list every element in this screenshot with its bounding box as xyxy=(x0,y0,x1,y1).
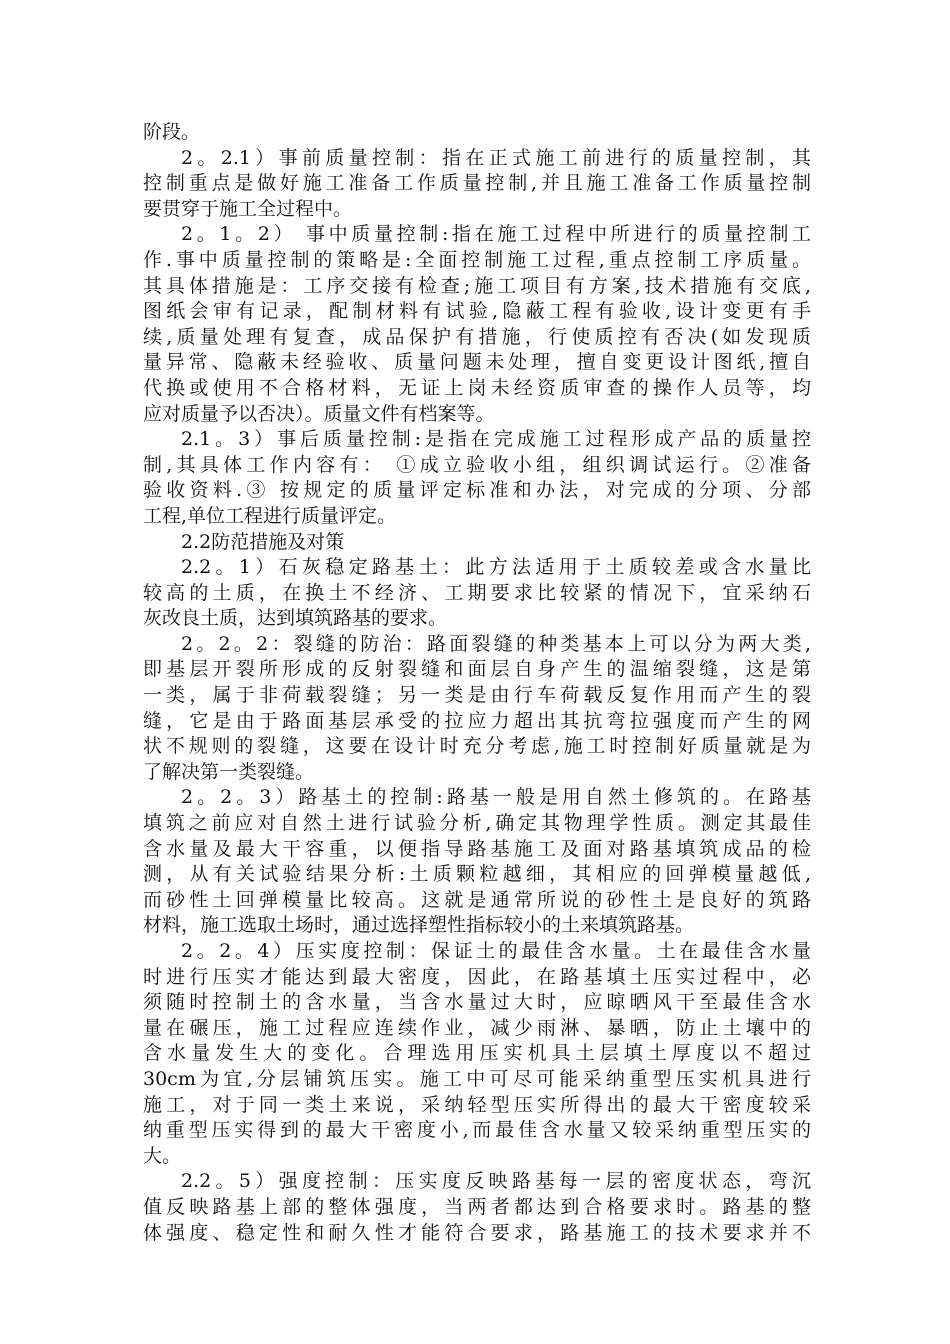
text-line: 含水量发生大的变化。合理选用压实机具土层填土厚度以不超过 xyxy=(143,1042,811,1065)
text-line: 阶段。 xyxy=(143,121,201,143)
text-line: 代换或使用不合格材料，无证上岗未经资质审查的操作人员等，均 xyxy=(143,376,811,399)
text-line: 2。1。2） 事中质量控制:指在施工过程中所进行的质量控制工 xyxy=(181,223,811,246)
text-line: 缝，它是由于路面基层承受的拉应力超出其抗弯拉强度而产生的网 xyxy=(143,709,811,732)
text-line: 30cm为宜,分层铺筑压实。施工中可尽可能采纳重型压实机具进行 xyxy=(143,1067,811,1090)
text-line: 2.1。3）事后质量控制:是指在完成施工过程形成产品的质量控 xyxy=(181,428,811,451)
text-line: 量在碾压，施工过程应连续作业，减少雨淋、暴晒，防止土壤中的 xyxy=(143,1016,811,1039)
text-line: 即基层开裂所形成的反射裂缝和面层自身产生的温缩裂缝，这是第 xyxy=(143,658,811,681)
text-line: 须随时控制土的含水量，当含水量过大时，应晾晒风干至最佳含水 xyxy=(143,991,811,1014)
text-line: 其具体措施是：工序交接有检查;施工项目有方案,技术措施有交底, xyxy=(143,274,811,297)
text-line: 2。2。2：裂缝的防治：路面裂缝的种类基本上可以分为两大类, xyxy=(181,632,811,655)
text-line: 2.2。1）石灰稳定路基土：此方法适用于土质较差或含水量比 xyxy=(181,556,811,579)
text-line: 体强度、稳定性和耐久性才能符合要求，路基施工的技术要求并不 xyxy=(143,1221,811,1244)
text-line: 较高的土质，在换土不经济、工期要求比较紧的情况下，宜采纳石 xyxy=(143,581,811,604)
text-line: 2。2.1）事前质量控制：指在正式施工前进行的质量控制，其 xyxy=(181,146,811,169)
text-line: 含水量及最大干容重，以便指导路基施工及面对路基填筑成品的检 xyxy=(143,837,811,860)
text-line: 作.事中质量控制的策略是:全面控制施工过程,重点控制工序质量。 xyxy=(143,248,811,271)
text-line: 续,质量处理有复查，成品保护有措施，行使质控有否决(如发现质 xyxy=(143,325,811,348)
document-body-text xyxy=(143,120,811,1246)
text-line: 验收资料.③ 按规定的质量评定标准和办法，对完成的分项、分部 xyxy=(143,479,811,502)
text-line: 测，从有关试验结果分析:土质颗粒越细，其相应的回弹模量越低, xyxy=(143,863,811,886)
text-line: 状不规则的裂缝，这要在设计时充分考虑,施工时控制好质量就是为 xyxy=(143,735,811,758)
text-line: 材料，施工选取土场时，通过选择塑性指标较小的土来填筑路基。 xyxy=(143,914,695,937)
text-line: 而砂性土回弹模量比较高。这就是通常所说的砂性土是良好的筑路 xyxy=(143,888,811,911)
text-line: 值反映路基上部的整体强度，当两者都达到合格要求时。路基的整 xyxy=(143,1195,811,1218)
text-line: 大。 xyxy=(143,1144,182,1167)
text-line: 工程,单位工程进行质量评定。 xyxy=(143,504,397,527)
text-line: 控制重点是做好施工准备工作质量控制,并且施工准备工作质量控制 xyxy=(143,172,811,195)
text-line: 时进行压实才能达到最大密度，因此，在路基填土压实过程中，必 xyxy=(143,965,811,988)
text-line: 纳重型压实得到的最大干密度小,而最佳含水量又较采纳重型压实的 xyxy=(143,1119,811,1142)
text-line: 填筑之前应对自然土进行试验分析,确定其物理学性质。测定其最佳 xyxy=(143,812,811,835)
text-line: 要贯穿于施工全过程中。 xyxy=(143,197,353,220)
text-line: 灰改良土质，达到填筑路基的要求。 xyxy=(143,607,448,630)
text-line: 2。2。4）压实度控制：保证土的最佳含水量。土在最佳含水量 xyxy=(181,940,811,962)
text-line: 2.2。5）强度控制：压实度反映路基每一层的密度状态，弯沉 xyxy=(181,1170,811,1193)
text-line: 制,其具体工作内容有： ①成立验收小组，组织调试运行。②准备 xyxy=(143,453,811,476)
text-line: 图纸会审有记录，配制材料有试验,隐蔽工程有验收,设计变更有手 xyxy=(143,300,811,323)
text-line: 了解决第一类裂缝。 xyxy=(143,760,315,783)
text-line: 应对质量予以否决）。质量文件有档案等。 xyxy=(143,402,495,425)
text-line: 一类，属于非荷载裂缝；另一类是由行车荷载反复作用而产生的裂 xyxy=(143,684,811,707)
text-line: 量异常、隐蔽未经验收、质量问题未处理，擅自变更设计图纸,擅自 xyxy=(143,351,811,374)
text-line: 施工，对于同一类土来说，采纳轻型压实所得出的最大干密度较采 xyxy=(143,1093,811,1116)
text-line: 2。2。3）路基土的控制:路基一般是用自然土修筑的。在路基 xyxy=(181,786,811,809)
text-line: 2.2防范措施及对策 xyxy=(181,530,345,553)
